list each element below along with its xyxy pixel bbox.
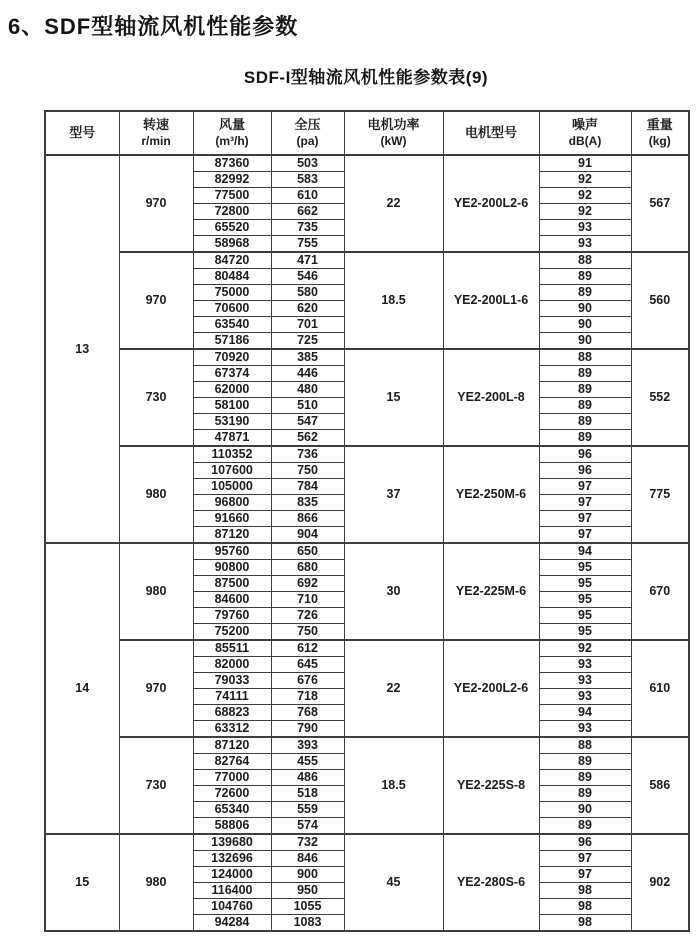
pressure-cell: 790: [271, 721, 344, 738]
speed-cell: 970: [119, 252, 193, 349]
airflow-cell: 91660: [193, 511, 271, 527]
airflow-cell: 67374: [193, 366, 271, 382]
pressure-cell: 835: [271, 495, 344, 511]
pressure-cell: 385: [271, 349, 344, 366]
airflow-cell: 75200: [193, 624, 271, 641]
table-body: [45, 155, 689, 931]
table-row: [45, 446, 689, 463]
model-cell: 15: [45, 834, 119, 931]
pressure-cell: 725: [271, 333, 344, 350]
pressure-cell: 750: [271, 463, 344, 479]
column-unit: r/min: [141, 133, 171, 148]
column-header-3: [271, 111, 344, 155]
airflow-cell: 68823: [193, 705, 271, 721]
noise-cell: 90: [539, 333, 631, 350]
column-unit: (pa): [296, 133, 319, 148]
noise-cell: 95: [539, 576, 631, 592]
speed-cell: 730: [119, 349, 193, 446]
airflow-cell: 65340: [193, 802, 271, 818]
weight-cell: 670: [631, 543, 689, 640]
column-header-6: [539, 111, 631, 155]
pressure-cell: 518: [271, 786, 344, 802]
table-row: [45, 543, 689, 560]
airflow-cell: 85511: [193, 640, 271, 657]
motor-power-cell: 37: [344, 446, 443, 543]
airflow-cell: 82000: [193, 657, 271, 673]
noise-cell: 92: [539, 640, 631, 657]
noise-cell: 89: [539, 366, 631, 382]
table-header: [45, 111, 689, 155]
motor-power-cell: 22: [344, 155, 443, 252]
airflow-cell: 80484: [193, 269, 271, 285]
pressure-cell: 846: [271, 851, 344, 867]
motor-power-cell: 45: [344, 834, 443, 931]
airflow-cell: 105000: [193, 479, 271, 495]
airflow-cell: 132696: [193, 851, 271, 867]
table-title: SDF-I型轴流风机性能参数表(9): [243, 68, 489, 87]
airflow-cell: 87120: [193, 527, 271, 544]
weight-cell: 610: [631, 640, 689, 737]
header-row: [45, 111, 689, 155]
airflow-cell: 77000: [193, 770, 271, 786]
noise-cell: 92: [539, 188, 631, 204]
pressure-cell: 726: [271, 608, 344, 624]
airflow-cell: 72600: [193, 786, 271, 802]
airflow-cell: 104760: [193, 899, 271, 915]
speed-cell: 970: [119, 640, 193, 737]
airflow-cell: 58100: [193, 398, 271, 414]
pressure-cell: 701: [271, 317, 344, 333]
noise-cell: 89: [539, 398, 631, 414]
noise-cell: 97: [539, 511, 631, 527]
pressure-cell: 574: [271, 818, 344, 835]
airflow-cell: 84600: [193, 592, 271, 608]
fan-performance-table: [44, 110, 690, 932]
noise-cell: 93: [539, 657, 631, 673]
airflow-cell: 95760: [193, 543, 271, 560]
pressure-cell: 620: [271, 301, 344, 317]
noise-cell: 90: [539, 317, 631, 333]
motor-power-cell: 30: [344, 543, 443, 640]
pressure-cell: 562: [271, 430, 344, 447]
noise-cell: 88: [539, 252, 631, 269]
airflow-cell: 87120: [193, 737, 271, 754]
pressure-cell: 1083: [271, 915, 344, 932]
column-unit: (kg): [648, 133, 671, 148]
airflow-cell: 74111: [193, 689, 271, 705]
column-label: 重量: [646, 116, 673, 132]
column-label: 型号: [69, 124, 96, 140]
motor-model-cell: YE2-225S-8: [443, 737, 539, 834]
column-unit: dB(A): [568, 133, 602, 148]
motor-model-cell: YE2-200L2-6: [443, 640, 539, 737]
pressure-cell: 735: [271, 220, 344, 236]
table-row: [45, 737, 689, 754]
motor-power-cell: 18.5: [344, 252, 443, 349]
weight-cell: 560: [631, 252, 689, 349]
column-label: 转速: [142, 116, 169, 132]
weight-cell: 567: [631, 155, 689, 252]
airflow-cell: 57186: [193, 333, 271, 350]
speed-cell: 980: [119, 446, 193, 543]
pressure-cell: 510: [271, 398, 344, 414]
noise-cell: 98: [539, 915, 631, 932]
noise-cell: 93: [539, 673, 631, 689]
pressure-cell: 680: [271, 560, 344, 576]
pressure-cell: 710: [271, 592, 344, 608]
column-header-0: [45, 111, 119, 155]
noise-cell: 92: [539, 204, 631, 220]
noise-cell: 93: [539, 721, 631, 738]
noise-cell: 96: [539, 834, 631, 851]
pressure-cell: 645: [271, 657, 344, 673]
weight-cell: 902: [631, 834, 689, 931]
airflow-cell: 87500: [193, 576, 271, 592]
noise-cell: 92: [539, 172, 631, 188]
column-header-7: [631, 111, 689, 155]
pressure-cell: 736: [271, 446, 344, 463]
airflow-cell: 90800: [193, 560, 271, 576]
pressure-cell: 612: [271, 640, 344, 657]
airflow-cell: 94284: [193, 915, 271, 932]
pressure-cell: 471: [271, 252, 344, 269]
speed-cell: 980: [119, 543, 193, 640]
column-label: 全压: [294, 116, 321, 132]
speed-cell: 730: [119, 737, 193, 834]
noise-cell: 97: [539, 479, 631, 495]
pressure-cell: 559: [271, 802, 344, 818]
pressure-cell: 393: [271, 737, 344, 754]
model-cell: 13: [45, 155, 119, 543]
airflow-cell: 65520: [193, 220, 271, 236]
column-unit: (m³/h): [215, 133, 249, 148]
pressure-cell: 750: [271, 624, 344, 641]
table-row: [45, 155, 689, 172]
airflow-cell: 82764: [193, 754, 271, 770]
noise-cell: 93: [539, 220, 631, 236]
airflow-cell: 72800: [193, 204, 271, 220]
noise-cell: 89: [539, 770, 631, 786]
table-row: [45, 640, 689, 657]
column-label: 噪声: [571, 116, 598, 132]
pressure-cell: 692: [271, 576, 344, 592]
airflow-cell: 79033: [193, 673, 271, 689]
noise-cell: 89: [539, 382, 631, 398]
airflow-cell: 124000: [193, 867, 271, 883]
noise-cell: 91: [539, 155, 631, 172]
airflow-cell: 79760: [193, 608, 271, 624]
pressure-cell: 547: [271, 414, 344, 430]
pressure-cell: 486: [271, 770, 344, 786]
weight-cell: 586: [631, 737, 689, 834]
airflow-cell: 82992: [193, 172, 271, 188]
pressure-cell: 650: [271, 543, 344, 560]
noise-cell: 95: [539, 592, 631, 608]
noise-cell: 88: [539, 737, 631, 754]
airflow-cell: 139680: [193, 834, 271, 851]
airflow-cell: 58968: [193, 236, 271, 253]
noise-cell: 98: [539, 883, 631, 899]
pressure-cell: 904: [271, 527, 344, 544]
column-label: 风量: [218, 116, 245, 132]
airflow-cell: 116400: [193, 883, 271, 899]
noise-cell: 89: [539, 786, 631, 802]
noise-cell: 89: [539, 754, 631, 770]
column-unit: (kW): [380, 133, 407, 148]
pressure-cell: 546: [271, 269, 344, 285]
column-header-5: [443, 111, 539, 155]
motor-model-cell: YE2-280S-6: [443, 834, 539, 931]
motor-model-cell: YE2-250M-6: [443, 446, 539, 543]
airflow-cell: 107600: [193, 463, 271, 479]
table-row: [45, 834, 689, 851]
airflow-cell: 63312: [193, 721, 271, 738]
airflow-cell: 47871: [193, 430, 271, 447]
motor-model-cell: YE2-200L2-6: [443, 155, 539, 252]
noise-cell: 89: [539, 430, 631, 447]
airflow-cell: 75000: [193, 285, 271, 301]
noise-cell: 93: [539, 236, 631, 253]
motor-power-cell: 18.5: [344, 737, 443, 834]
noise-cell: 89: [539, 414, 631, 430]
pressure-cell: 446: [271, 366, 344, 382]
model-cell: 14: [45, 543, 119, 834]
pressure-cell: 950: [271, 883, 344, 899]
pressure-cell: 718: [271, 689, 344, 705]
pressure-cell: 1055: [271, 899, 344, 915]
airflow-cell: 62000: [193, 382, 271, 398]
noise-cell: 94: [539, 705, 631, 721]
noise-cell: 96: [539, 446, 631, 463]
page-title: 6、SDF型轴流风机性能参数: [8, 14, 299, 39]
airflow-cell: 53190: [193, 414, 271, 430]
pressure-cell: 732: [271, 834, 344, 851]
airflow-cell: 96800: [193, 495, 271, 511]
noise-cell: 95: [539, 608, 631, 624]
motor-power-cell: 15: [344, 349, 443, 446]
motor-model-cell: YE2-200L1-6: [443, 252, 539, 349]
airflow-cell: 70600: [193, 301, 271, 317]
pressure-cell: 662: [271, 204, 344, 220]
noise-cell: 97: [539, 495, 631, 511]
table-row: [45, 252, 689, 269]
noise-cell: 94: [539, 543, 631, 560]
pressure-cell: 580: [271, 285, 344, 301]
weight-cell: 775: [631, 446, 689, 543]
motor-model-cell: YE2-225M-6: [443, 543, 539, 640]
speed-cell: 970: [119, 155, 193, 252]
pressure-cell: 455: [271, 754, 344, 770]
noise-cell: 88: [539, 349, 631, 366]
noise-cell: 95: [539, 560, 631, 576]
noise-cell: 97: [539, 867, 631, 883]
pressure-cell: 768: [271, 705, 344, 721]
pressure-cell: 784: [271, 479, 344, 495]
noise-cell: 89: [539, 818, 631, 835]
pressure-cell: 866: [271, 511, 344, 527]
airflow-cell: 77500: [193, 188, 271, 204]
noise-cell: 97: [539, 527, 631, 544]
noise-cell: 97: [539, 851, 631, 867]
pressure-cell: 583: [271, 172, 344, 188]
airflow-cell: 70920: [193, 349, 271, 366]
pressure-cell: 480: [271, 382, 344, 398]
noise-cell: 96: [539, 463, 631, 479]
column-header-4: [344, 111, 443, 155]
table-row: [45, 349, 689, 366]
column-header-1: [119, 111, 193, 155]
pressure-cell: 900: [271, 867, 344, 883]
pressure-cell: 755: [271, 236, 344, 253]
noise-cell: 98: [539, 899, 631, 915]
pressure-cell: 503: [271, 155, 344, 172]
noise-cell: 95: [539, 624, 631, 641]
motor-model-cell: YE2-200L-8: [443, 349, 539, 446]
noise-cell: 90: [539, 802, 631, 818]
noise-cell: 89: [539, 269, 631, 285]
airflow-cell: 87360: [193, 155, 271, 172]
weight-cell: 552: [631, 349, 689, 446]
airflow-cell: 58806: [193, 818, 271, 835]
pressure-cell: 676: [271, 673, 344, 689]
noise-cell: 93: [539, 689, 631, 705]
pressure-cell: 610: [271, 188, 344, 204]
airflow-cell: 110352: [193, 446, 271, 463]
airflow-cell: 63540: [193, 317, 271, 333]
column-header-2: [193, 111, 271, 155]
noise-cell: 89: [539, 285, 631, 301]
airflow-cell: 84720: [193, 252, 271, 269]
motor-power-cell: 22: [344, 640, 443, 737]
noise-cell: 90: [539, 301, 631, 317]
speed-cell: 980: [119, 834, 193, 931]
column-label: 电机型号: [464, 124, 517, 140]
column-label: 电机功率: [367, 116, 420, 132]
